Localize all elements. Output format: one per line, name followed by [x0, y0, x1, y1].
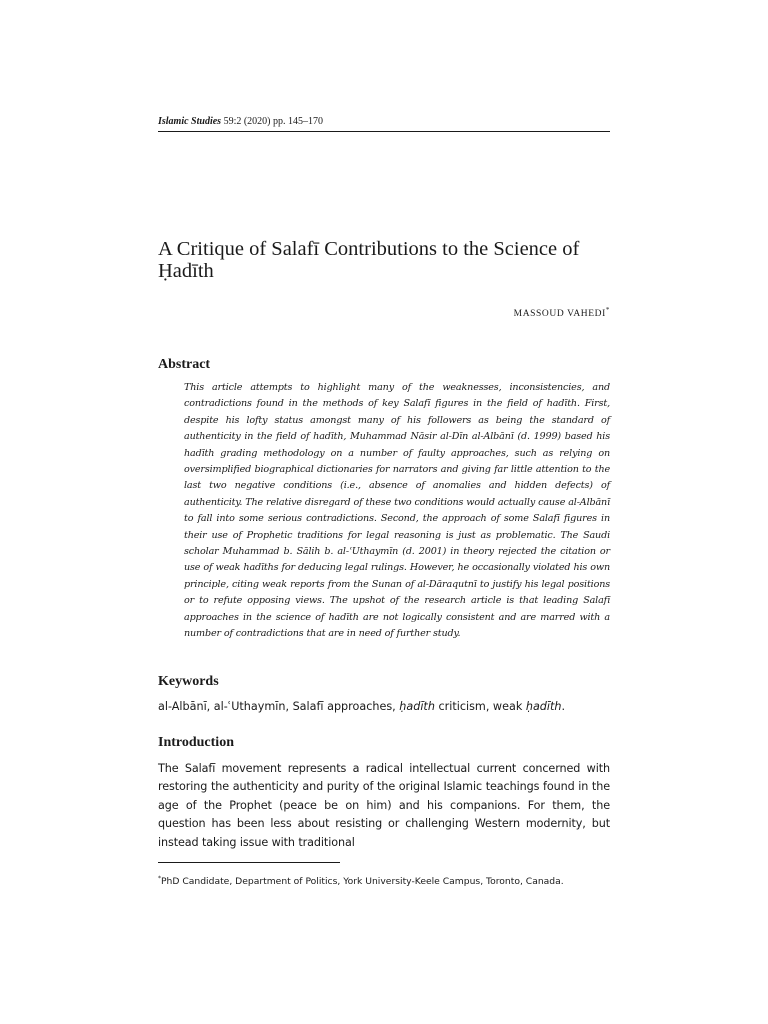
keywords-mid: criticism, weak [434, 700, 526, 713]
keywords-heading: Keywords [158, 674, 219, 689]
footnote-text: PhD Candidate, Department of Politics, York University-Keele Campus, Toronto, Canada. [161, 876, 564, 888]
footnote-mark: * [158, 875, 161, 882]
keywords-list [158, 699, 618, 715]
author-name: MASSOUD VAHEDI [513, 309, 606, 320]
keywords-plain: al-Albānī, al-ʿUthaymīn, Salafī approaches, [158, 700, 400, 713]
footnote [158, 871, 610, 890]
author-line [514, 306, 610, 319]
abstract-text: This article attempts to highlight many of the weaknesses, inconsistencies, and contradictions found in the methods of key Salafī figures in the field of hadīth. First, despite his lofty status amongst many of his followers as being the standard of authenticity in the field of hadīth, Muhammad Nāsir al-Dīn al-Albānī (d. 1999) based his hadīth grading methodology on a number of faulty approaches, such as relying on oversimplified biographical dictionaries for narrators and giving far little attention to the last two negative conditions (i.e., absence of anomalies and hidden defects) of authenticity. The relative disregard of these two conditions would actually cause al-Albānī to fall into some serious contradictions. Second, the approach of some Salafī figures in their use of Prophetic traditions for legal reasoning is just as problematic. The Saudi scholar Muhammad b. Sālih b. al-ʿUthaymīn (d. 2001) in theory rejected the citation or use of weak hadīths for deducing legal rulings. However, he occasionally violated his own principle, citing weak reports from the Sunan of al-Dāraqutnī to justify his legal positions or to refute opposing views. The upshot of the research article is that leading Salafī approaches in the science of hadīth are not logically consistent and are marred with a number of contradictions that are in need of further study. [184, 382, 610, 640]
keyword-hadith: ḥadīth [399, 700, 435, 713]
journal-name: Islamic Studies [158, 116, 222, 127]
article-title: A Critique of Salafī Contributions to the Science of Ḥadīth [158, 238, 580, 282]
keyword-weak-hadith: ḥadīth [525, 700, 562, 713]
author-footnote-mark: * [605, 306, 610, 314]
running-header [158, 116, 610, 128]
footnote-rule [158, 862, 340, 863]
introduction-heading: Introduction [158, 735, 234, 750]
abstract-heading: Abstract [158, 357, 211, 372]
header-rule [158, 131, 610, 132]
keywords-end: . [561, 700, 566, 713]
journal-citation: 59:2 (2020) pp. 145–170 [221, 116, 324, 127]
introduction-text: The Salafī movement represents a radical intellectual current concerned with restoring the authenticity and purity of the original Islamic teachings found in the age of the Prophet (peace be on him) and his companions. For them, the question has been less about resisting or challenging Western modernity, but instead taking issue with traditional [158, 762, 610, 849]
